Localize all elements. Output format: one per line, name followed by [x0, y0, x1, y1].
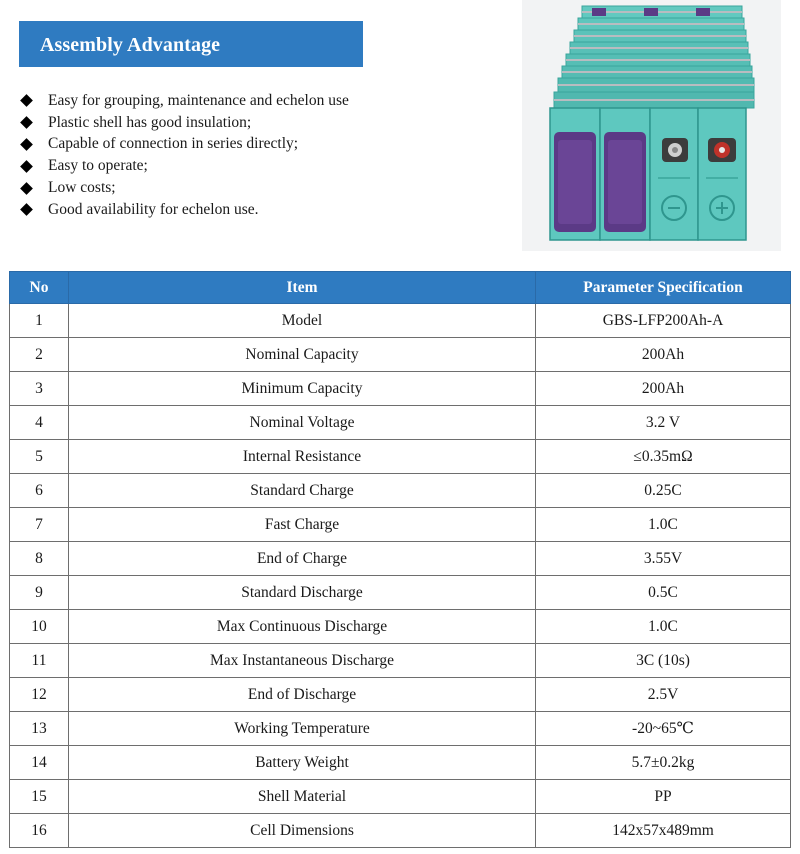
row-number: 10 — [10, 610, 69, 644]
row-spec: -20~65℃ — [536, 712, 791, 746]
row-number: 1 — [10, 304, 69, 338]
diamond-bullet-icon — [20, 95, 33, 108]
row-spec: 1.0C — [536, 610, 791, 644]
advantage-item: Capable of connection in series directly; — [19, 134, 349, 156]
table-row — [10, 542, 791, 576]
table-row — [10, 610, 791, 644]
row-number: 8 — [10, 542, 69, 576]
advantage-item: Good availability for echelon use. — [19, 199, 349, 221]
advantage-item: Plastic shell has good insulation; — [19, 112, 349, 134]
row-item: Max Continuous Discharge — [69, 610, 536, 644]
table-row — [10, 780, 791, 814]
section-title-banner — [19, 21, 363, 67]
battery-pack-photo — [522, 0, 781, 251]
row-item: Standard Charge — [69, 474, 536, 508]
table-row — [10, 644, 791, 678]
row-spec: ≤0.35mΩ — [536, 440, 791, 474]
row-spec: 3.2 V — [536, 406, 791, 440]
row-item: Model — [69, 304, 536, 338]
row-number: 13 — [10, 712, 69, 746]
table-row — [10, 406, 791, 440]
table-row — [10, 474, 791, 508]
diamond-bullet-icon — [20, 182, 33, 195]
column-header-no: No — [10, 272, 69, 304]
row-number: 5 — [10, 440, 69, 474]
advantage-item: Easy for grouping, maintenance and echelon use — [19, 90, 349, 112]
battery-pack-illustration — [522, 0, 781, 251]
row-item: Battery Weight — [69, 746, 536, 780]
row-number: 15 — [10, 780, 69, 814]
table-row — [10, 304, 791, 338]
row-number: 9 — [10, 576, 69, 610]
column-header-specification: Parameter Specification — [536, 272, 791, 304]
table-row — [10, 576, 791, 610]
row-number: 12 — [10, 678, 69, 712]
advantage-item: Low costs; — [19, 177, 349, 199]
row-item: Cell Dimensions — [69, 814, 536, 848]
row-item: Shell Material — [69, 780, 536, 814]
row-spec: 200Ah — [536, 338, 791, 372]
diamond-bullet-icon — [20, 138, 33, 151]
row-spec: GBS-LFP200Ah-A — [536, 304, 791, 338]
row-spec: 3.55V — [536, 542, 791, 576]
row-number: 3 — [10, 372, 69, 406]
row-item: End of Discharge — [69, 678, 536, 712]
row-item: Nominal Voltage — [69, 406, 536, 440]
row-number: 7 — [10, 508, 69, 542]
table-row — [10, 678, 791, 712]
table-row — [10, 372, 791, 406]
row-spec: 0.25C — [536, 474, 791, 508]
row-number: 11 — [10, 644, 69, 678]
row-spec: 3C (10s) — [536, 644, 791, 678]
row-item: Working Temperature — [69, 712, 536, 746]
table-row — [10, 746, 791, 780]
row-spec: 2.5V — [536, 678, 791, 712]
row-number: 6 — [10, 474, 69, 508]
row-item: Standard Discharge — [69, 576, 536, 610]
row-number: 2 — [10, 338, 69, 372]
advantage-item: Easy to operate; — [19, 155, 349, 177]
advantage-list — [19, 90, 349, 221]
row-number: 14 — [10, 746, 69, 780]
row-spec: 1.0C — [536, 508, 791, 542]
table-row — [10, 814, 791, 848]
row-item: Internal Resistance — [69, 440, 536, 474]
row-spec: 5.7±0.2kg — [536, 746, 791, 780]
row-spec: 0.5C — [536, 576, 791, 610]
table-row — [10, 712, 791, 746]
row-spec: 142x57x489mm — [536, 814, 791, 848]
row-item: End of Charge — [69, 542, 536, 576]
diamond-bullet-icon — [20, 204, 33, 217]
diamond-bullet-icon — [20, 160, 33, 173]
parameter-table — [9, 271, 791, 848]
row-item: Max Instantaneous Discharge — [69, 644, 536, 678]
table-row — [10, 440, 791, 474]
row-item: Minimum Capacity — [69, 372, 536, 406]
row-spec: PP — [536, 780, 791, 814]
row-number: 16 — [10, 814, 69, 848]
row-number: 4 — [10, 406, 69, 440]
row-item: Nominal Capacity — [69, 338, 536, 372]
column-header-item: Item — [69, 272, 536, 304]
table-header-row — [10, 272, 791, 304]
table-row — [10, 338, 791, 372]
section-title: Assembly Advantage — [40, 34, 221, 56]
row-spec: 200Ah — [536, 372, 791, 406]
row-item: Fast Charge — [69, 508, 536, 542]
diamond-bullet-icon — [20, 116, 33, 129]
table-row — [10, 508, 791, 542]
